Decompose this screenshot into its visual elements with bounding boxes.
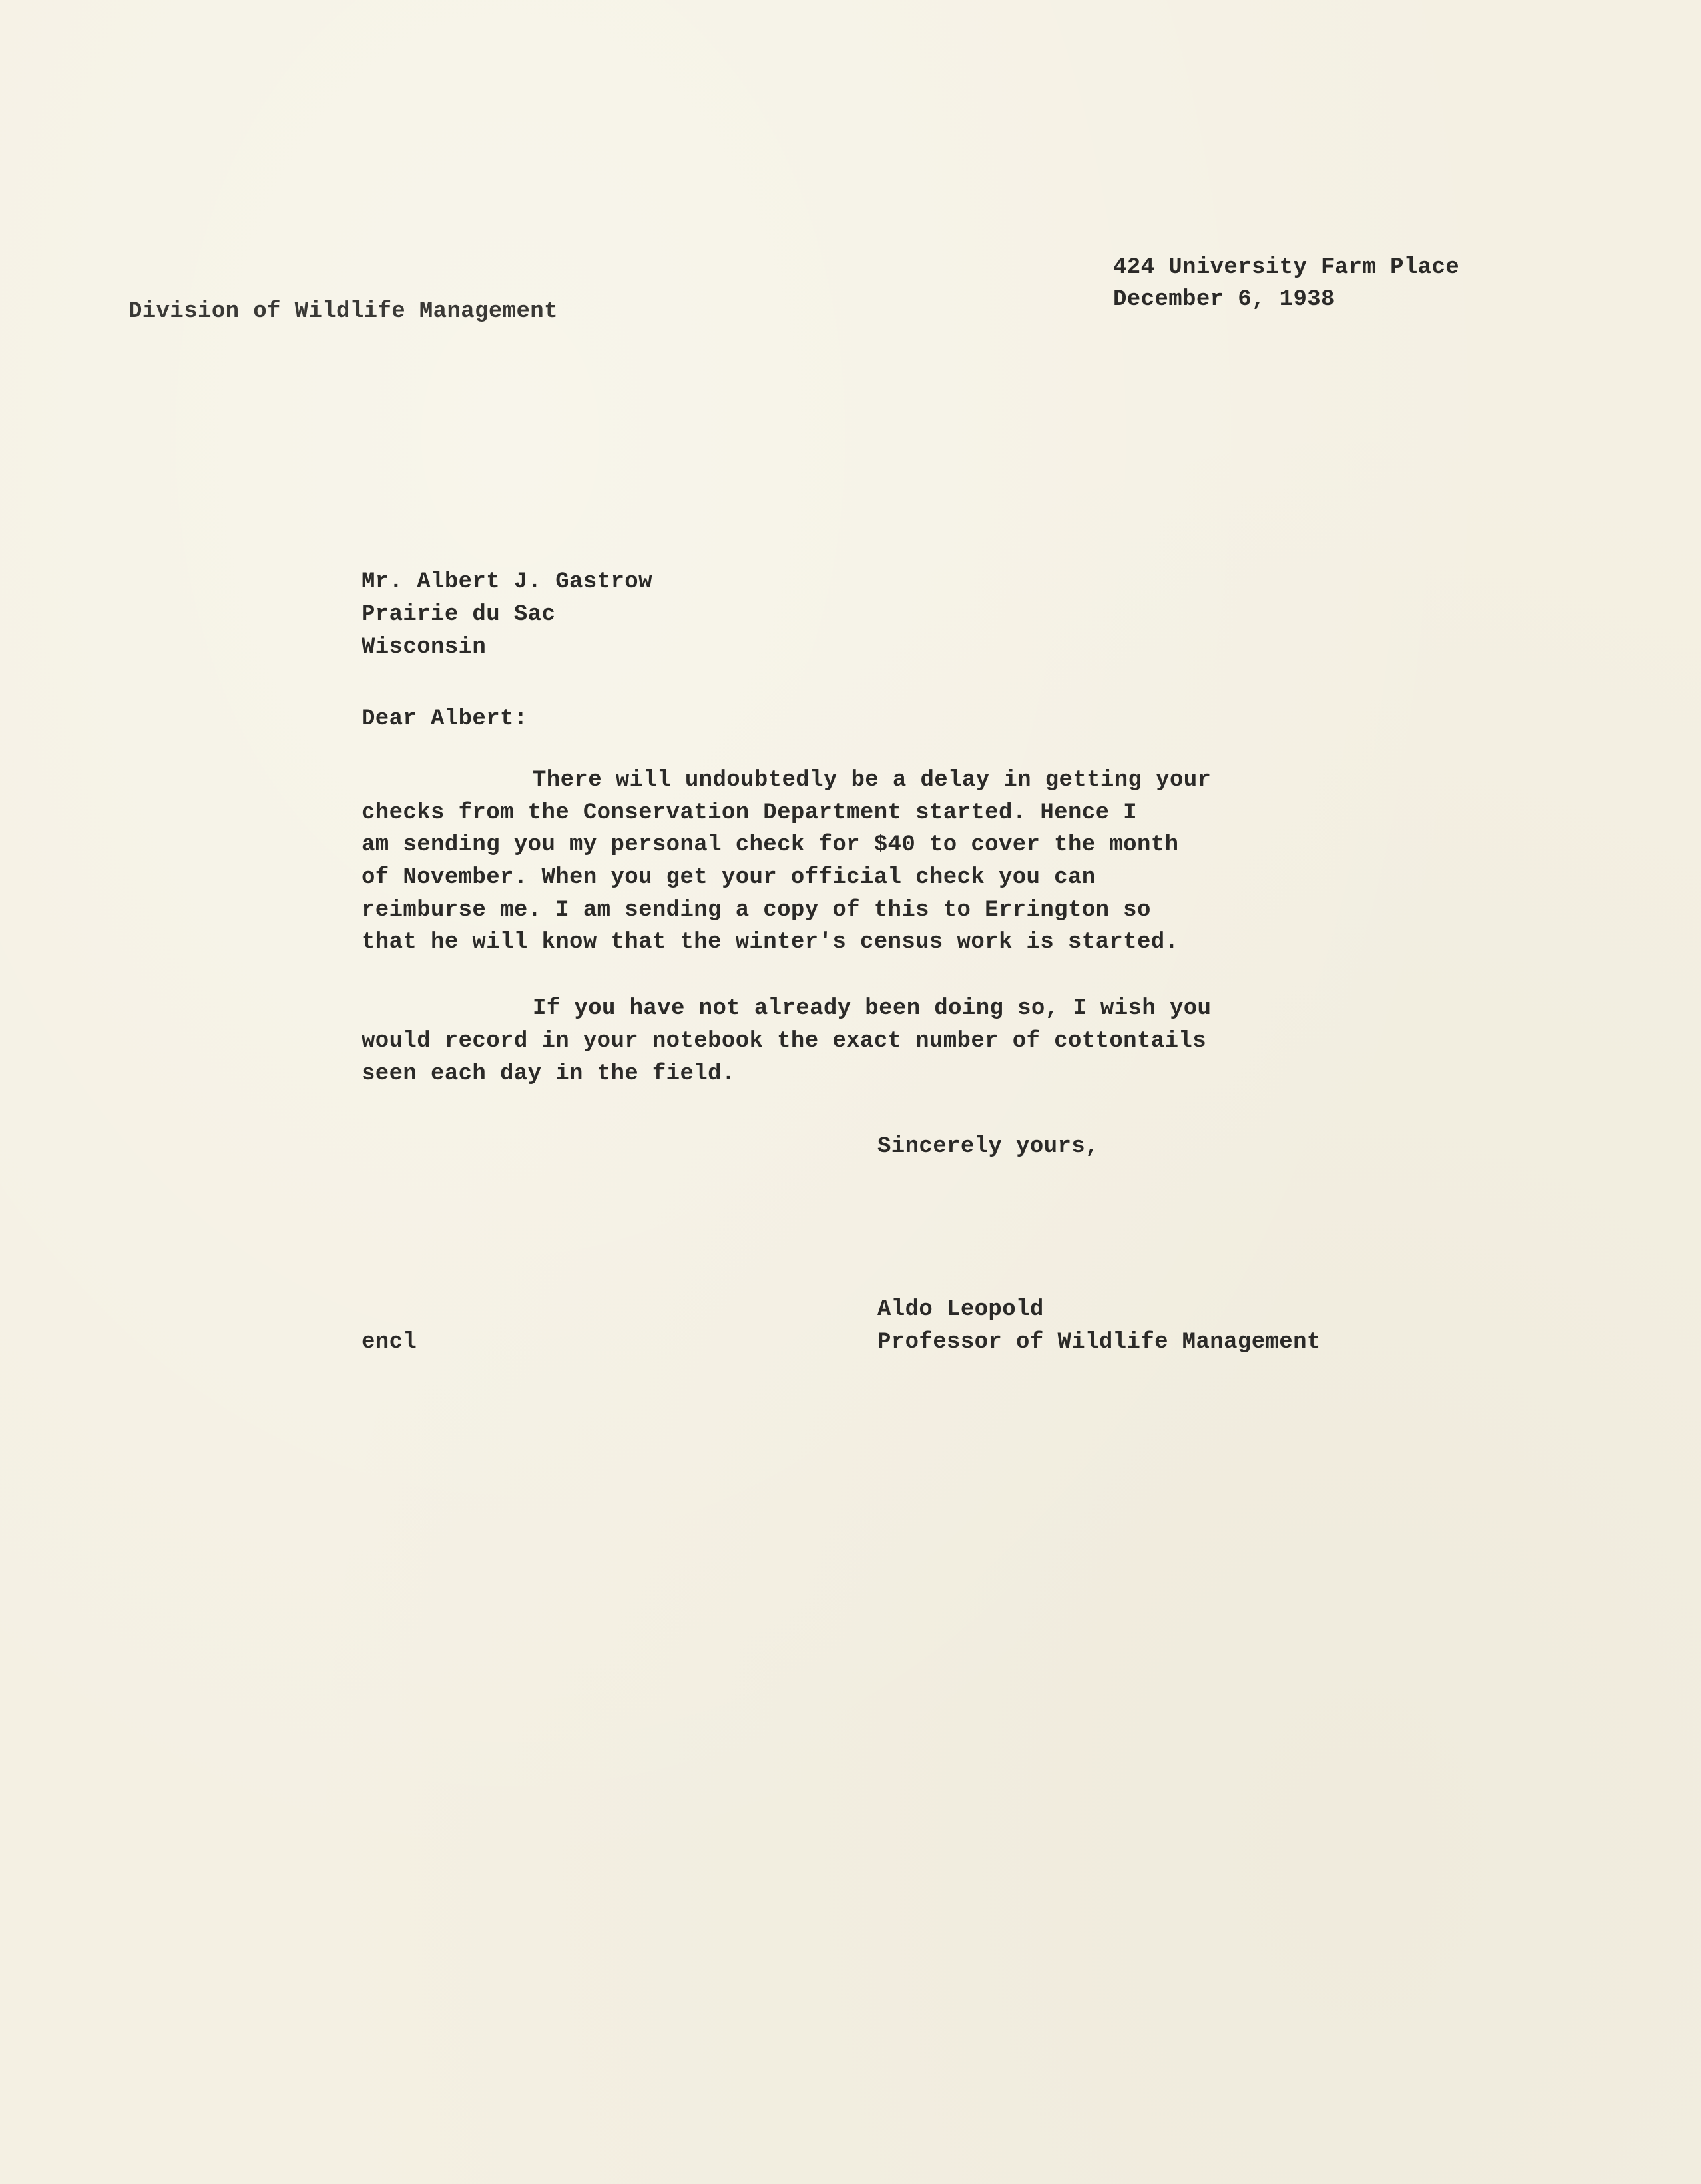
recipient-city: Prairie du Sac (362, 602, 556, 627)
body-line: of November. When you get your official check you can (362, 865, 1096, 890)
body-line: would record in your notebook the exact number of cottontails (362, 1029, 1207, 1054)
sender-address: 424 University Farm Place (1113, 255, 1460, 280)
body-line: that he will know that the winter's census work is started. (362, 930, 1179, 955)
body-line: am sending you my personal check for $40 to cover the month (362, 832, 1179, 858)
recipient-state: Wisconsin (362, 635, 487, 660)
closing: Sincerely yours, (877, 1134, 1099, 1159)
body-line: There will undoubtedly be a delay in getting your (533, 768, 1212, 793)
signature-title: Professor of Wildlife Management (877, 1330, 1321, 1355)
division-heading: Division of Wildlife Management (128, 299, 558, 324)
body-line: checks from the Conservation Department started. Hence I (362, 800, 1137, 826)
recipient-name: Mr. Albert J. Gastrow (362, 569, 652, 595)
body-line: If you have not already been doing so, I wish you (533, 996, 1212, 1021)
body-line: seen each day in the field. (362, 1061, 736, 1087)
body-line: reimburse me. I am sending a copy of this to Errington so (362, 898, 1151, 923)
salutation: Dear Albert: (362, 706, 528, 732)
signature-name: Aldo Leopold (877, 1297, 1044, 1322)
letter-date: December 6, 1938 (1113, 287, 1335, 312)
enclosure-note: encl (362, 1330, 417, 1355)
